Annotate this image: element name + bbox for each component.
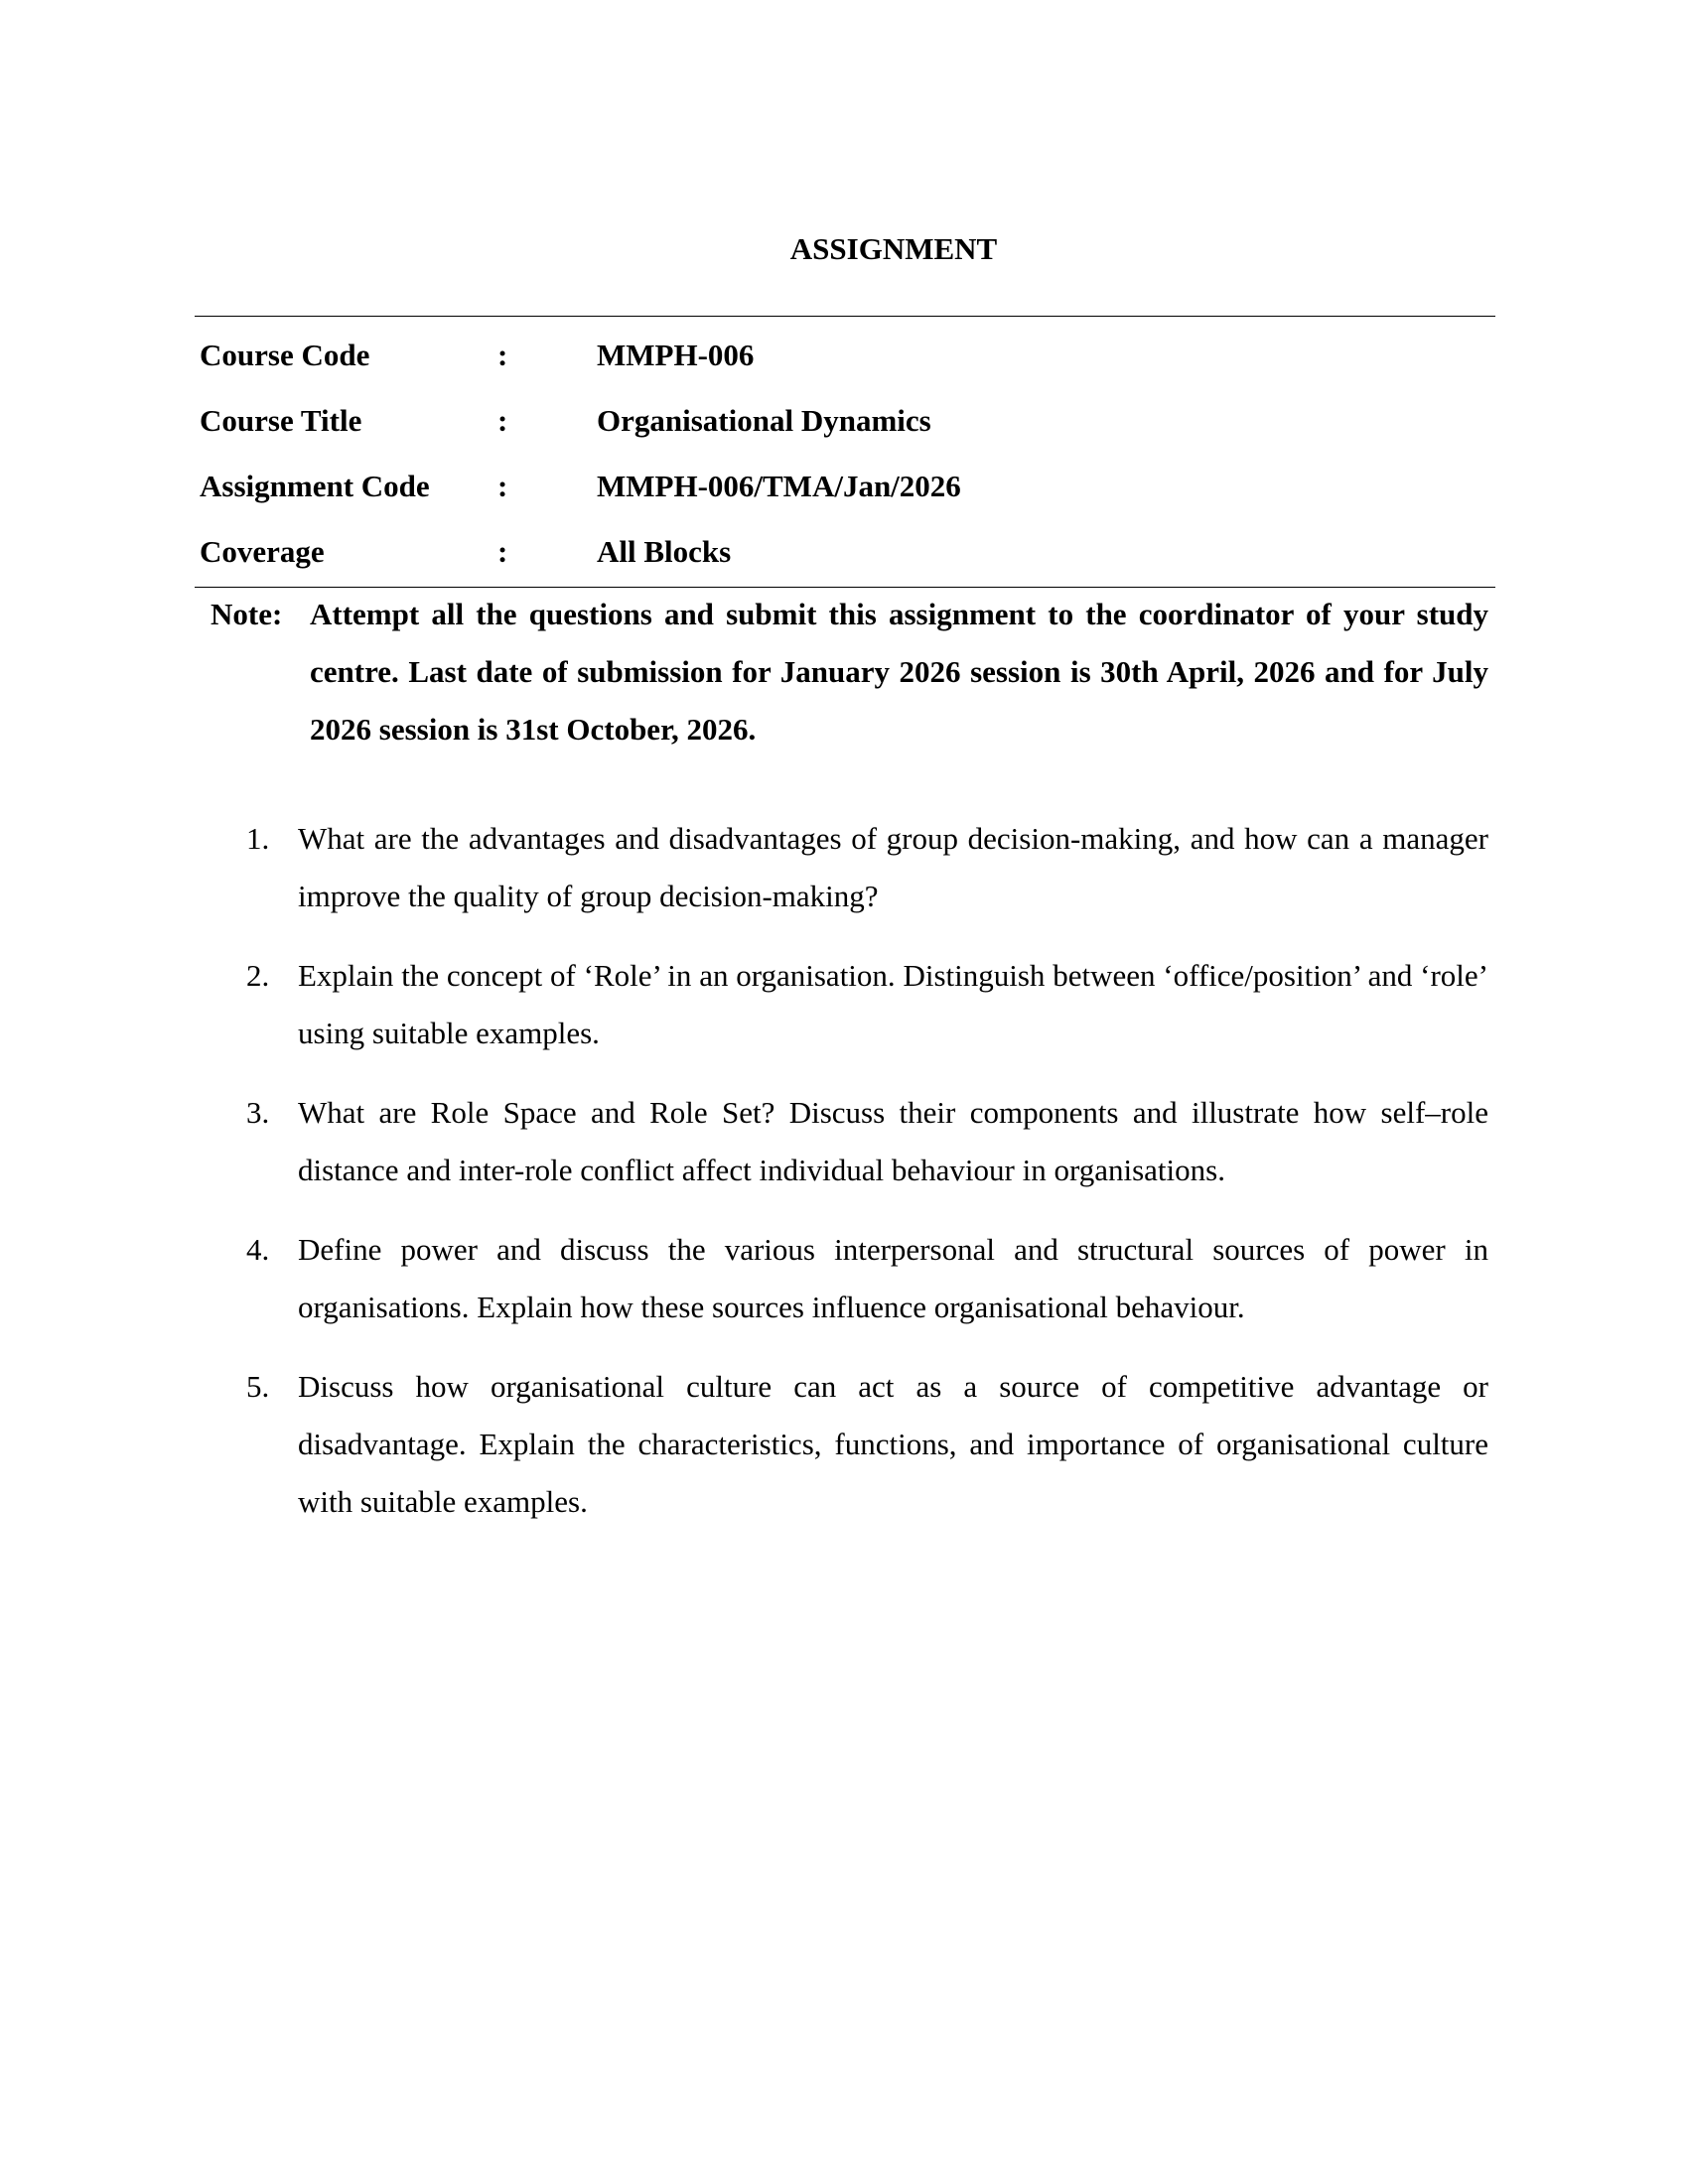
- page-title: ASSIGNMENT: [789, 231, 998, 266]
- question-text: Define power and discuss the various interpersonal and structural sources of power in organisations. Explain how these sources influence organisational behaviour.: [298, 1232, 1488, 1324]
- question-item: [246, 1221, 1488, 1336]
- question-number: 5.: [246, 1369, 270, 1404]
- course-info-table: [195, 316, 1495, 588]
- question-number: 4.: [246, 1232, 270, 1267]
- assignment-code-label: Assignment Code: [200, 469, 430, 503]
- question-number: 2.: [246, 958, 270, 993]
- course-title-label: Course Title: [200, 403, 362, 438]
- submission-note: [211, 586, 1488, 758]
- question-text: What are Role Space and Role Set? Discuss their components and illustrate how self–role distance and inter-role conflict affect individual behaviour in organisations.: [298, 1095, 1488, 1187]
- question-number: 3.: [246, 1095, 270, 1130]
- assignment-code-colon: :: [497, 469, 508, 503]
- note-text: Attempt all the questions and submit this assignment to the coordinator of your study centre. Last date of submission for January 2026 session is 30th April, 2026 and for July 2026 session is 31st October, 2026.: [310, 597, 1488, 747]
- course-title-colon: :: [497, 403, 508, 438]
- course-title-row: [195, 388, 1495, 454]
- question-text: What are the advantages and disadvantages of group decision-making, and how can a manager improve the quality of group decision-making?: [298, 821, 1488, 913]
- question-item: [246, 810, 1488, 925]
- coverage-value: All Blocks: [597, 534, 732, 569]
- coverage-colon: :: [497, 534, 508, 569]
- course-code-value: MMPH-006: [597, 338, 755, 372]
- question-text: Explain the concept of ‘Role’ in an organisation. Distinguish between ‘office/position’ and ‘role’ using suitable examples.: [298, 958, 1488, 1050]
- coverage-label: Coverage: [200, 534, 325, 569]
- course-code-colon: :: [497, 338, 508, 372]
- question-item: [246, 947, 1488, 1062]
- coverage-row: [195, 519, 1495, 585]
- note-label: Note:: [211, 597, 283, 631]
- assignment-code-row: [195, 454, 1495, 519]
- question-item: [246, 1358, 1488, 1531]
- course-code-row: [195, 323, 1495, 388]
- course-code-label: Course Code: [200, 338, 370, 372]
- question-list: [246, 810, 1488, 1553]
- question-number: 1.: [246, 821, 270, 856]
- question-text: Discuss how organisational culture can act as a source of competitive advantage or disadvantage. Explain the characteristics, functions, and importance of organisational culture with suitable examples.: [298, 1369, 1488, 1519]
- course-title-value: Organisational Dynamics: [597, 403, 931, 438]
- assignment-code-value: MMPH-006/TMA/Jan/2026: [597, 469, 961, 503]
- question-item: [246, 1084, 1488, 1199]
